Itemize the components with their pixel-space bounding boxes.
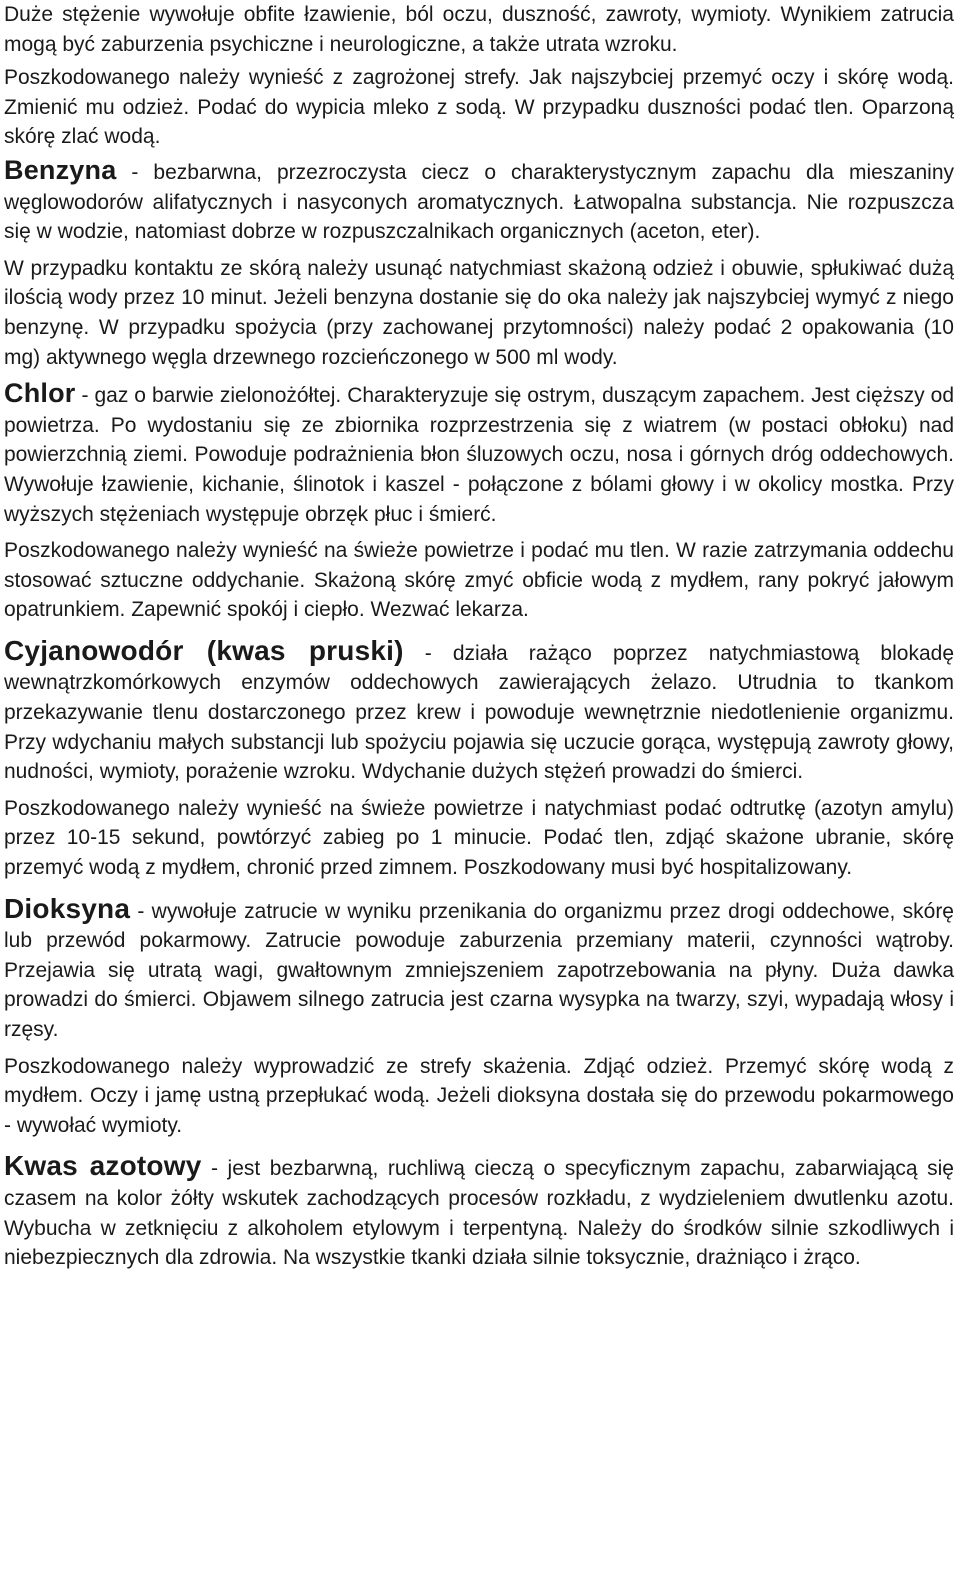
- dioksyna-term: Dioksyna: [4, 892, 131, 924]
- kwas-azotowy-description-text: - jest bezbarwną, ruchliwą cieczą o specyficznym zapachu, zabarwiającą się czasem na kolor żółty wskutek zachodzących procesów rozkładu, z wydzieleniem dwutlenku azotu. Wybucha w zetknięciu z alkoholem etylowym i terpentyną. Należy do środków silnie szkodliwych i niebezpiecznych dla zdrowia. Na wszystkie tkanki działa silnie toksycznie, drażniąco i żrąco.: [4, 1157, 954, 1270]
- intro-symptoms-paragraph: Duże stężenie wywołuje obfite łzawienie, ból oczu, duszność, zawroty, wymioty. Wynikiem zatrucia mogą być zaburzenia psychiczne i neurologiczne, a także utrata wzroku.: [4, 3, 954, 56]
- chlor-description-text: - gaz o barwie zielonożółtej. Charakteryzuje się ostrym, duszącym zapachem. Jest cięższy od powietrza. Po wydostaniu się ze zbiornika rozprzestrzenia się z wiatrem (w postaci obłoku) nad powierzchnią ziemi. Powoduje podrażnienia błon śluzowych oczu, nosa i górnych dróg oddechowych. Wywołuje łzawienie, kichanie, ślinotok i kaszel - połączone z bólami głowy i w okolicy mostka. Przy wyższych stężeniach występuje obrzęk płuc i śmierć.: [4, 384, 954, 526]
- intro-first-aid-paragraph: Poszkodowanego należy wynieść z zagrożonej strefy. Jak najszybciej przemyć oczy i skórę wodą. Zmienić mu odzież. Podać do wypicia mleko z sodą. W przypadku duszności podać tlen. Oparzoną skórę zlać wodą.: [4, 66, 954, 149]
- kwas-azotowy-description: [4, 1151, 954, 1272]
- cyjanowodor-description: [4, 636, 954, 787]
- benzyna-term: Benzyna: [4, 154, 117, 185]
- cyjanowodor-term: Cyjanowodór (kwas pruski): [4, 634, 404, 666]
- dioksyna-first-aid: Poszkodowanego należy wyprowadzić ze strefy skażenia. Zdjąć odzież. Przemyć skórę wodą z mydłem. Oczy i jamę ustną przepłukać wodą. Jeżeli dioksyna dostała się do przewodu pokarmowego - wywołać wymioty.: [4, 1054, 954, 1137]
- document-page: [4, 0, 954, 1273]
- benzyna-description: [4, 156, 954, 247]
- cyjanowodor-first-aid: Poszkodowanego należy wynieść na świeże powietrze i natychmiast podać odtrutkę (azotyn amylu) przez 10-15 sekund, powtórzyć zabieg po 1 minucie. Podać tlen, zdjąć skażone ubranie, skórę przemyć wodą z mydłem, chronić przed zimnem. Poszkodowany musi być hospitalizowany.: [4, 796, 954, 880]
- cyjanowodor-description-text: - działa rażąco poprzez natychmiastową blokadę wewnątrzkomórkowych enzymów oddechowych zawierających żelazo. Utrudnia to tkankom przekazywanie tlenu dostarczonego przez krew i powoduje wewnętrznie niedotlenienie organizmu. Przy wdychaniu małych substancji lub spożyciu pojawia się uczucie gorąca, występują zawroty głowy, nudności, wymioty, porażenie wzroku. Wdychanie dużych stężeń prowadzi do śmierci.: [4, 641, 954, 784]
- chlor-description: [4, 379, 954, 529]
- benzyna-first-aid: W przypadku kontaktu ze skórą należy usunąć natychmiast skażoną odzież i obuwie, spłukiwać dużą ilością wody przez 10 minut. Jeżeli benzyna dostanie się do oka należy jak najszybciej wymyć z niego benzynę. W przypadku spożycia (przy zachowanej przytomności) należy podać 2 opakowania (10 mg) aktywnego węgla drzewnego rozcieńczonego w 500 ml wody.: [4, 256, 954, 369]
- chlor-term: Chlor: [4, 378, 76, 409]
- chlor-first-aid: Poszkodowanego należy wynieść na świeże powietrze i podać mu tlen. W razie zatrzymania oddechu stosować sztuczne oddychanie. Skażoną skórę zmyć obficie wodą z mydłem, rany pokryć jałowym opatrunkiem. Zapewnić spokój i ciepło. Wezwać lekarza.: [4, 539, 954, 622]
- dioksyna-description-text: - wywołuje zatrucie w wyniku przenikania do organizmu przez drogi oddechowe, skórę lub przewód pokarmowy. Zatrucie powoduje zaburzenia przemiany materii, czynności wątroby. Przejawia się utratą wagi, gwałtownym zmniejszeniem zapotrzebowania na płyny. Duża dawka prowadzi do śmierci. Objawem silnego zatrucia jest czarna wysypka na twarzy, szyi, wypadają włosy i rzęsy.: [4, 899, 954, 1041]
- kwas-azotowy-term: Kwas azotowy: [4, 1150, 202, 1182]
- benzyna-description-text: - bezbarwna, przezroczysta ciecz o charakterystycznym zapachu dla mieszaniny węglowodorów alifatycznych i nasyconych aromatycznych. Łatwopalna substancja. Nie rozpuszcza się w wodzie, natomiast dobrze w rozpuszczalnikach organicznych (aceton, eter).: [4, 160, 954, 244]
- dioksyna-description: [4, 894, 954, 1045]
